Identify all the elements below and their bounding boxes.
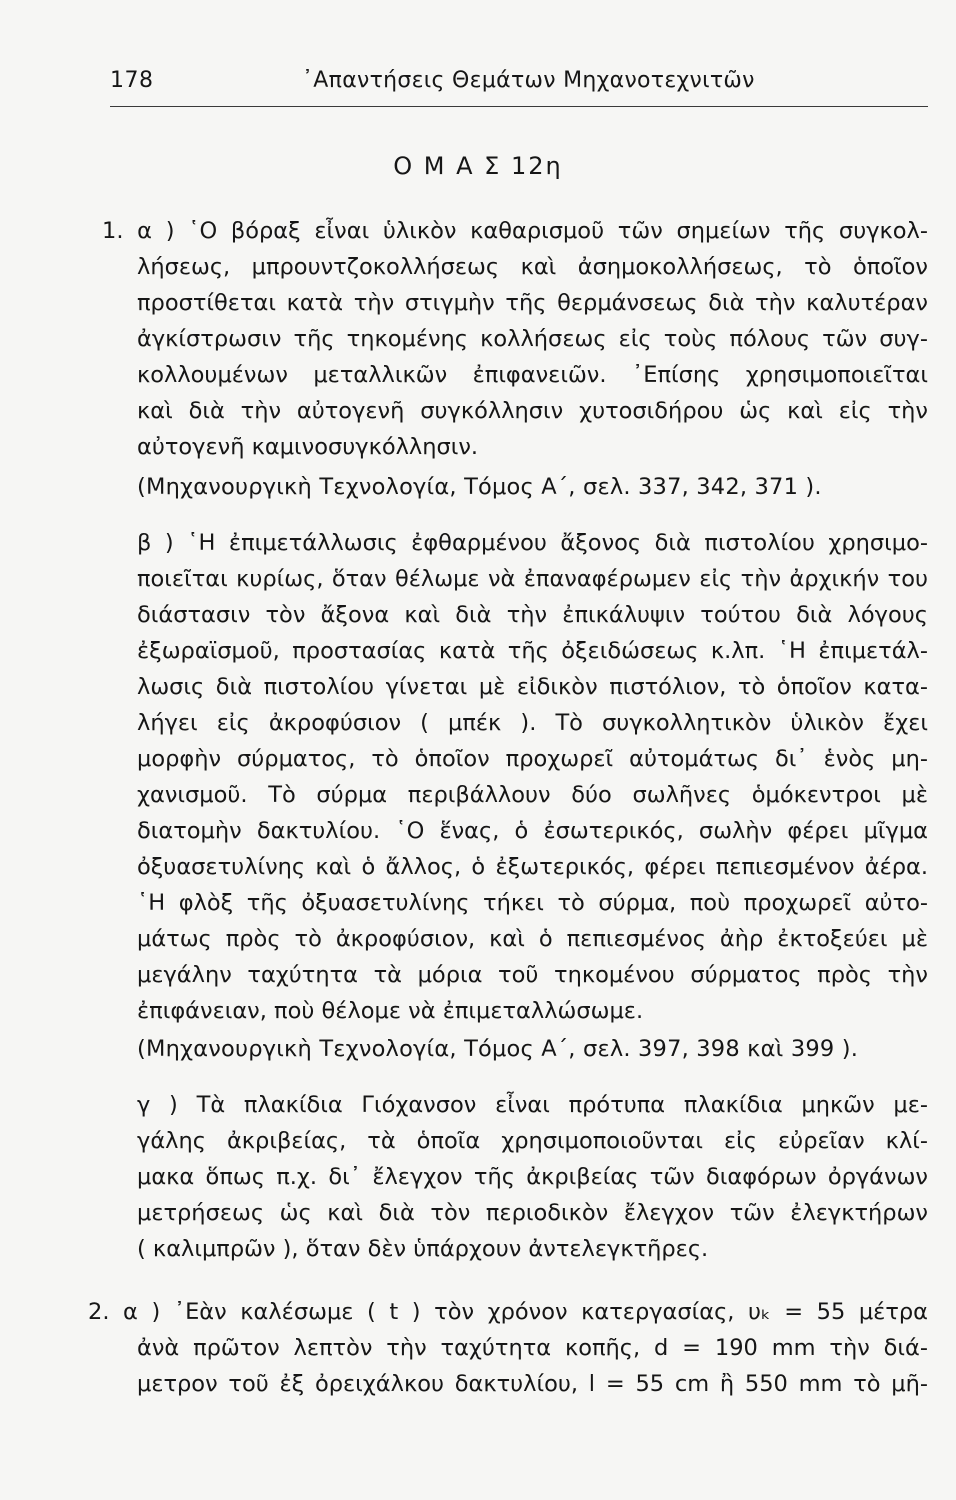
text-line: μακα ὅπως π.χ. δι᾿ ἔλεγχον τῆς ἀκριβείας τῶν διαφόρων ὀργάνων — [137, 1164, 928, 1190]
reference-line: (Μηχανουργικὴ Τεχνολογία, Τόμος Α΄, σελ. 397, 398 καὶ 399 ). — [137, 1036, 859, 1062]
text-line: ἀγκίστρωσιν τῆς τηκομένης κολλήσεως εἰς τοὺς πόλους τῶν συγ- — [137, 326, 928, 352]
text-line: 1. α ) ῾Ο βόραξ εἶναι ὑλικὸν καθαρισμοῦ τῶν σημείων τῆς συγκολ- — [102, 218, 928, 244]
text-line: ἐξωραϊσμοῦ, προστασίας κατὰ τῆς ὀξειδώσεως κ.λπ. ῾Η ἐπιμετάλ- — [137, 638, 928, 664]
text-line: προστίθεται κατὰ τὴν στιγμὴν τῆς θερμάνσεως διὰ τὴν καλυτέραν — [137, 290, 928, 316]
text-line: ποιεῖται κυρίως, ὅταν θέλωμε νὰ ἐπαναφέρωμεν εἰς τὴν ἀρχικήν του — [137, 566, 928, 592]
text-line: λήγει εἰς ἀκροφύσιον ( μπέκ ). Τὸ συγκολλητικὸν ὑλικὸν ἔχει — [137, 710, 928, 736]
text-line: διάστασιν τὸν ἄξονα καὶ διὰ τὴν ἐπικάλυψιν τούτου διὰ λόγους — [137, 602, 928, 628]
text-line: μορφὴν σύρματος, τὸ ὁποῖον προχωρεῖ αὐτομάτως δι᾿ ἑνὸς μη- — [137, 746, 928, 772]
text-line: μετρήσεως ὡς καὶ διὰ τὸν περιοδικὸν ἔλεγχον τῶν ἐλεγκτήρων — [137, 1200, 928, 1226]
text-line: 2. α ) ᾿Εὰν καλέσωμε ( t ) τὸν χρόνον κατεργασίας, υₖ = 55 μέτρα — [88, 1299, 928, 1325]
running-title: ᾿Απαντήσεις Θεμάτων Μηχανοτεχνιτῶν — [302, 68, 755, 93]
text-line: αὐτογενῆ καμινοσυγκόλλησιν. — [137, 434, 479, 460]
text-line: μεγάλην ταχύτητα τὰ μόρια τοῦ τηκομένου σύρματος πρὸς τὴν — [137, 962, 928, 988]
text-line: κολλουμένων μεταλλικῶν ἐπιφανειῶν. ᾿Επίσης χρησιμοποιεῖται — [137, 362, 928, 388]
text-line: ἐπιφάνειαν, ποὺ θέλομε νὰ ἐπιμεταλλώσωμε. — [137, 998, 644, 1024]
text-line: β ) ῾Η ἐπιμετάλλωσις ἐφθαρμένου ἄξονος διὰ πιστολίου χρησιμο- — [137, 530, 928, 556]
text-line: διατομὴν δακτυλίου. ῾Ο ἕνας, ὁ ἐσωτερικός, σωλὴν φέρει μῖγμα — [137, 818, 928, 844]
text-line: ( καλιμπρῶν ), ὅταν δὲν ὑπάρχουν ἀντελεγκτῆρες. — [137, 1236, 709, 1262]
text-line: ῾Η φλὸξ τῆς ὀξυασετυλίνης τήκει τὸ σύρμα, ποὺ προχωρεῖ αὐτο- — [137, 890, 928, 916]
text-line: μετρον τοῦ ἐξ ὀρειχάλκου δακτυλίου, l = 55 cm ἢ 550 mm τὸ μῆ- — [137, 1371, 928, 1397]
reference-line: (Μηχανουργικὴ Τεχνολογία, Τόμος Α΄, σελ. 337, 342, 371 ). — [137, 474, 822, 500]
text-line: ὀξυασετυλίνης καὶ ὁ ἄλλος, ὁ ἐξωτερικός, φέρει πεπιεσμένον ἀέρα. — [137, 854, 928, 880]
group-title: Ο Μ Α Σ 12η — [393, 152, 563, 180]
page-number: 178 — [110, 68, 154, 93]
text-line: γάλης ἀκριβείας, τὰ ὁποῖα χρησιμοποιοῦνται εἰς εὐρεῖαν κλί- — [137, 1128, 928, 1154]
text-line: καὶ διὰ τὴν αὐτογενῆ συγκόλλησιν χυτοσιδήρου ὡς καὶ εἰς τὴν — [137, 398, 928, 424]
text-line: λωσις διὰ πιστολίου γίνεται μὲ εἰδικὸν πιστόλιον, τὸ ὁποῖον κατα- — [137, 674, 928, 700]
header-rule — [110, 106, 928, 107]
text-line: λήσεως, μπρουντζοκολλήσεως καὶ ἀσημοκολλήσεως, τὸ ὁποῖον — [137, 254, 928, 280]
text-line: ἀνὰ πρῶτον λεπτὸν τὴν ταχύτητα κοπῆς, d = 190 mm τὴν διά- — [137, 1335, 928, 1361]
text-line: γ ) Τὰ πλακίδια Γιόχανσον εἶναι πρότυπα πλακίδια μηκῶν με- — [137, 1092, 928, 1118]
text-line: μάτως πρὸς τὸ ἀκροφύσιον, καὶ ὁ πεπιεσμένος ἀὴρ ἐκτοξεύει μὲ — [137, 926, 928, 952]
text-line: χανισμοῦ. Τὸ σύρμα περιβάλλουν δύο σωλῆνες ὁμόκεντροι μὲ — [137, 782, 928, 808]
